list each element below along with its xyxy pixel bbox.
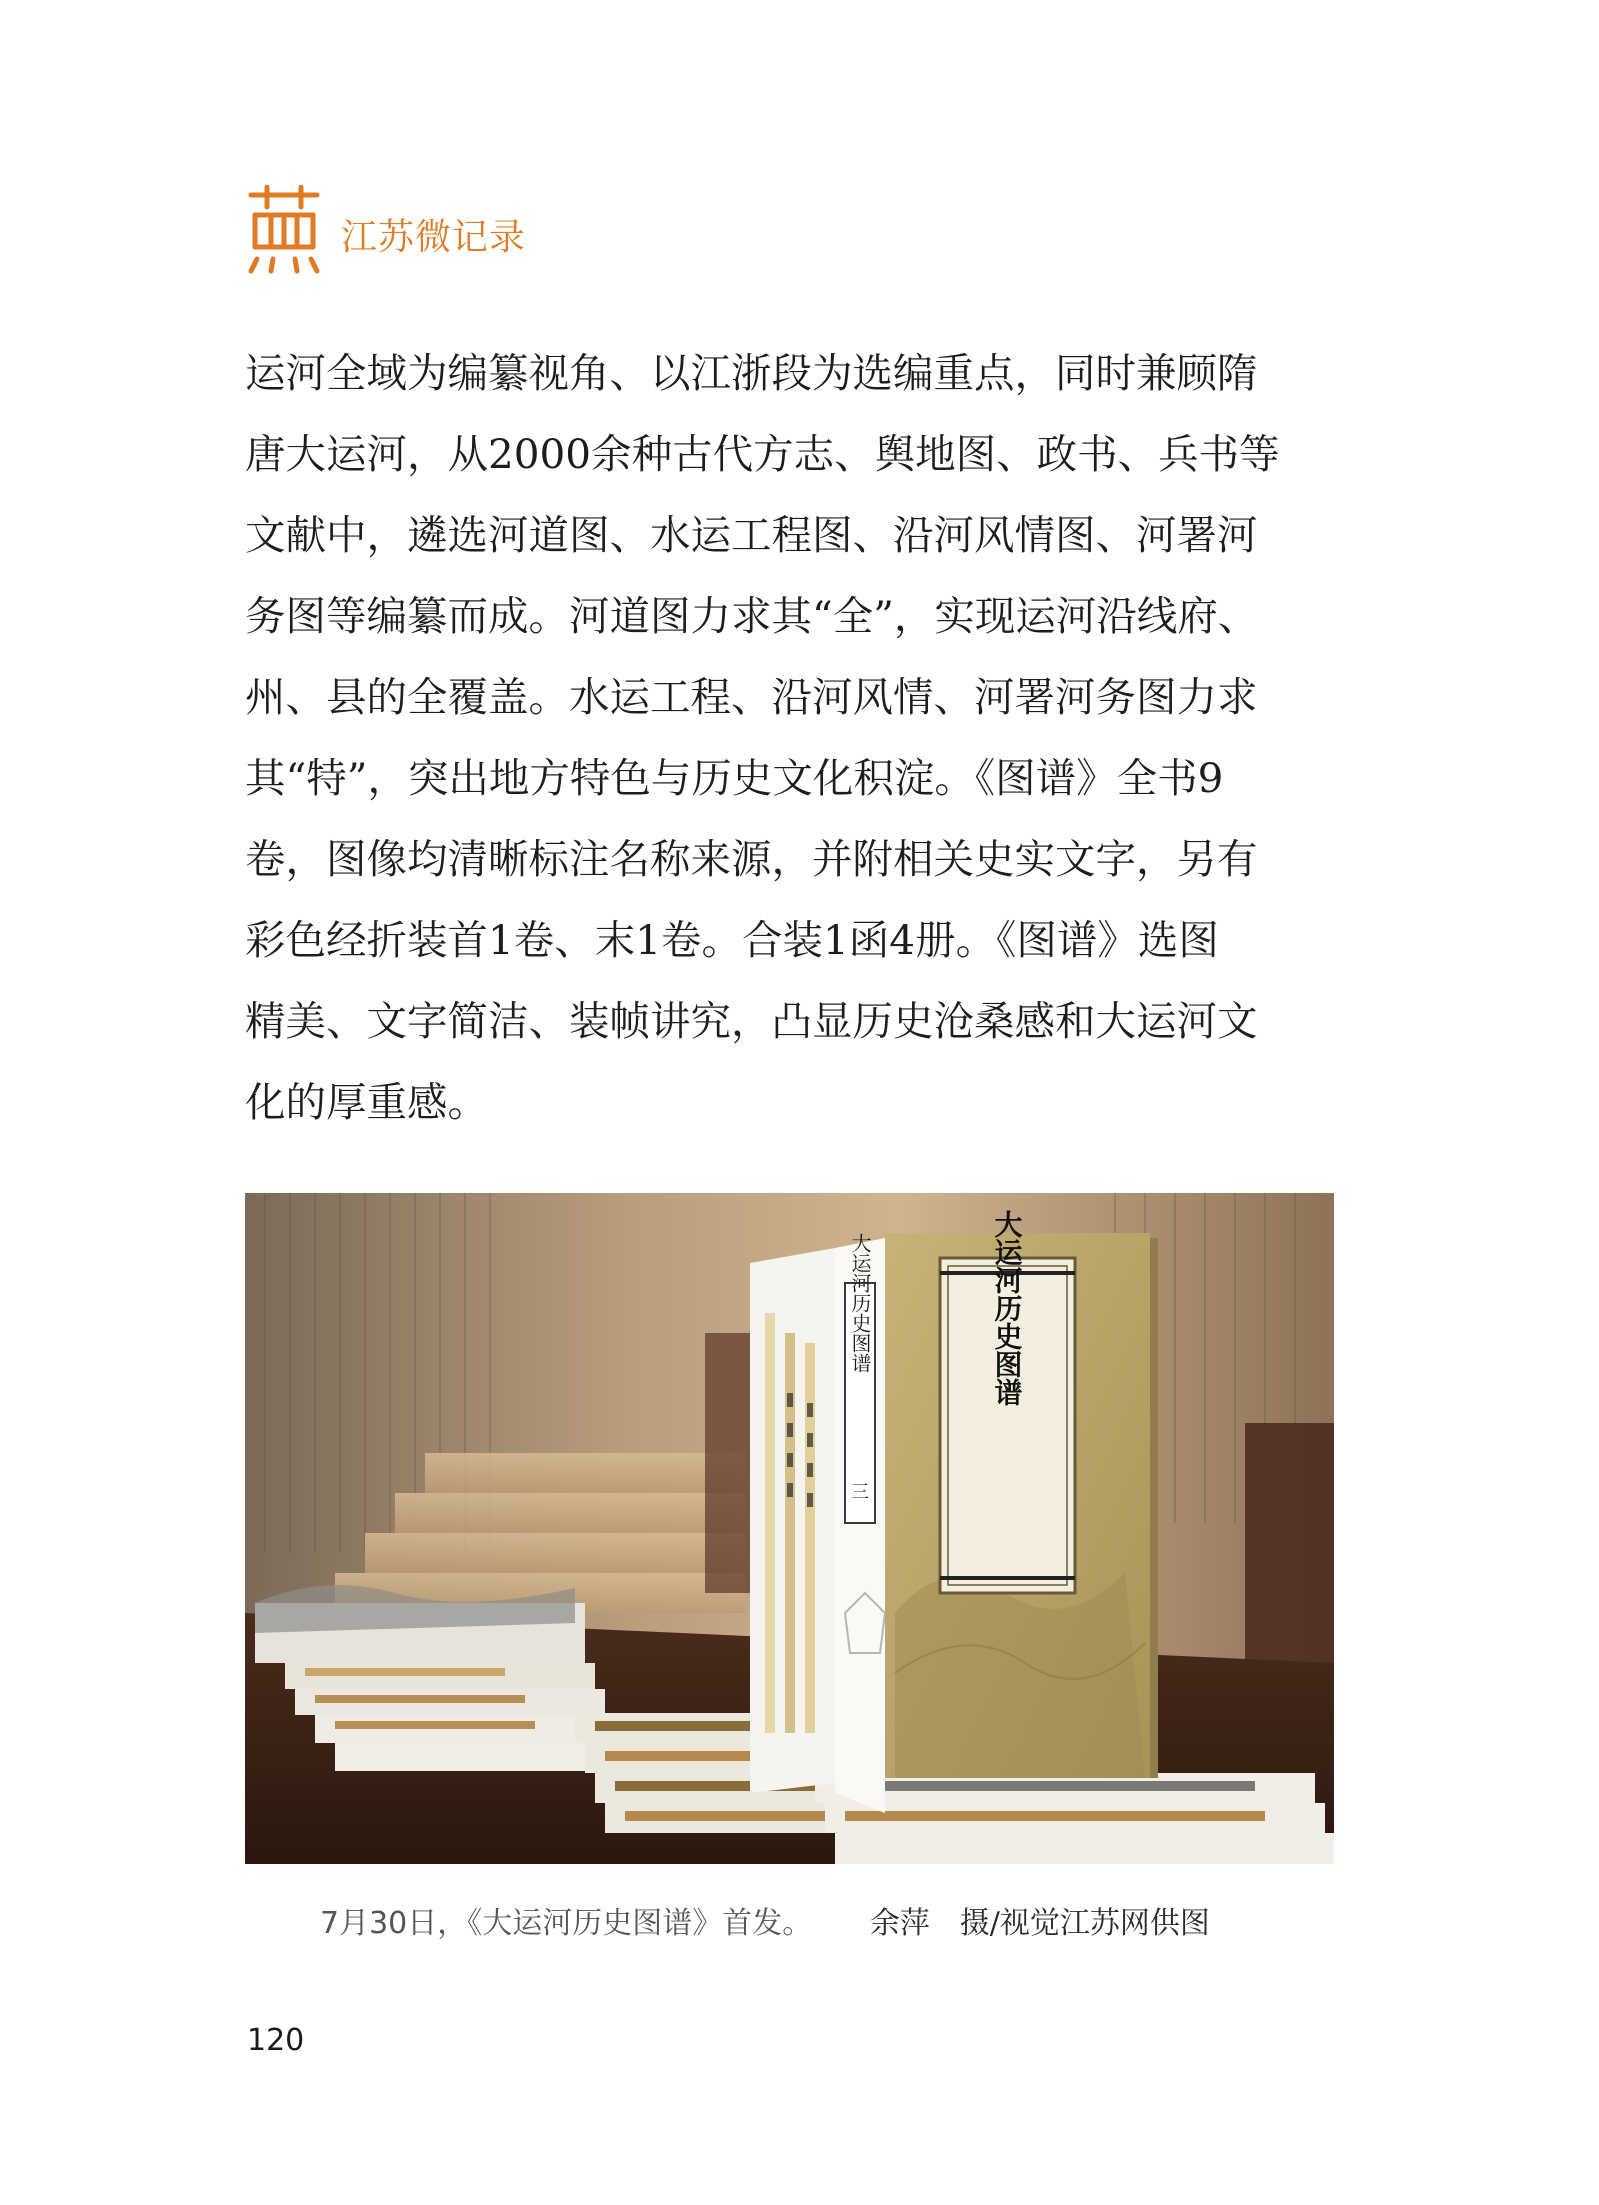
body-line: 州、县的全覆盖。水运工程、沿河风情、河署河务图力求 — [245, 673, 1258, 721]
body-line: 精美、文字简洁、装帧讲究，凸显历史沧桑感和大运河文 — [245, 997, 1258, 1045]
volume-mark: 三 — [851, 1482, 869, 1503]
section-title: 江苏微记录 — [341, 216, 527, 258]
article-body — [245, 333, 1335, 1143]
body-line: 文献中，遴选河道图、水运工程图、沿河风情图、河署河 — [245, 511, 1258, 559]
caption-text: 7月30日，《大运河历史图谱》首发。 — [320, 1906, 813, 1941]
photo-credit: 余萍 摄/视觉江苏网供图 — [869, 1906, 1210, 1941]
body-line: 卷，图像均清晰标注名称来源，并附相关史实文字，另有 — [245, 835, 1258, 883]
body-line: 运河全域为编纂视角、以江浙段为选编重点，同时兼顾隋 — [245, 349, 1258, 397]
photo-caption — [320, 1898, 1210, 1942]
box-title: 大运河历史图谱 — [990, 1210, 1024, 1406]
section-header — [245, 185, 526, 275]
body-line: 唐大运河，从2000余种古代方志、舆地图、政书、兵书等 — [245, 430, 1280, 478]
body-line: 务图等编纂而成。河道图力求其“全”，实现运河沿线府、 — [245, 592, 1259, 640]
jiangsu-emblem-icon — [245, 185, 323, 275]
body-line: 其“特”，突出地方特色与历史文化积淀。《图谱》全书9 — [245, 754, 1224, 802]
book-title: 大运河历史图谱 — [848, 1233, 872, 1373]
body-line: 彩色经折装首1卷、末1卷。合装1函4册。《图谱》选图 — [245, 916, 1219, 964]
book-photo — [245, 1193, 1334, 1864]
page-number: 120 — [247, 2023, 305, 2058]
body-line: 化的厚重感。 — [245, 1078, 488, 1126]
